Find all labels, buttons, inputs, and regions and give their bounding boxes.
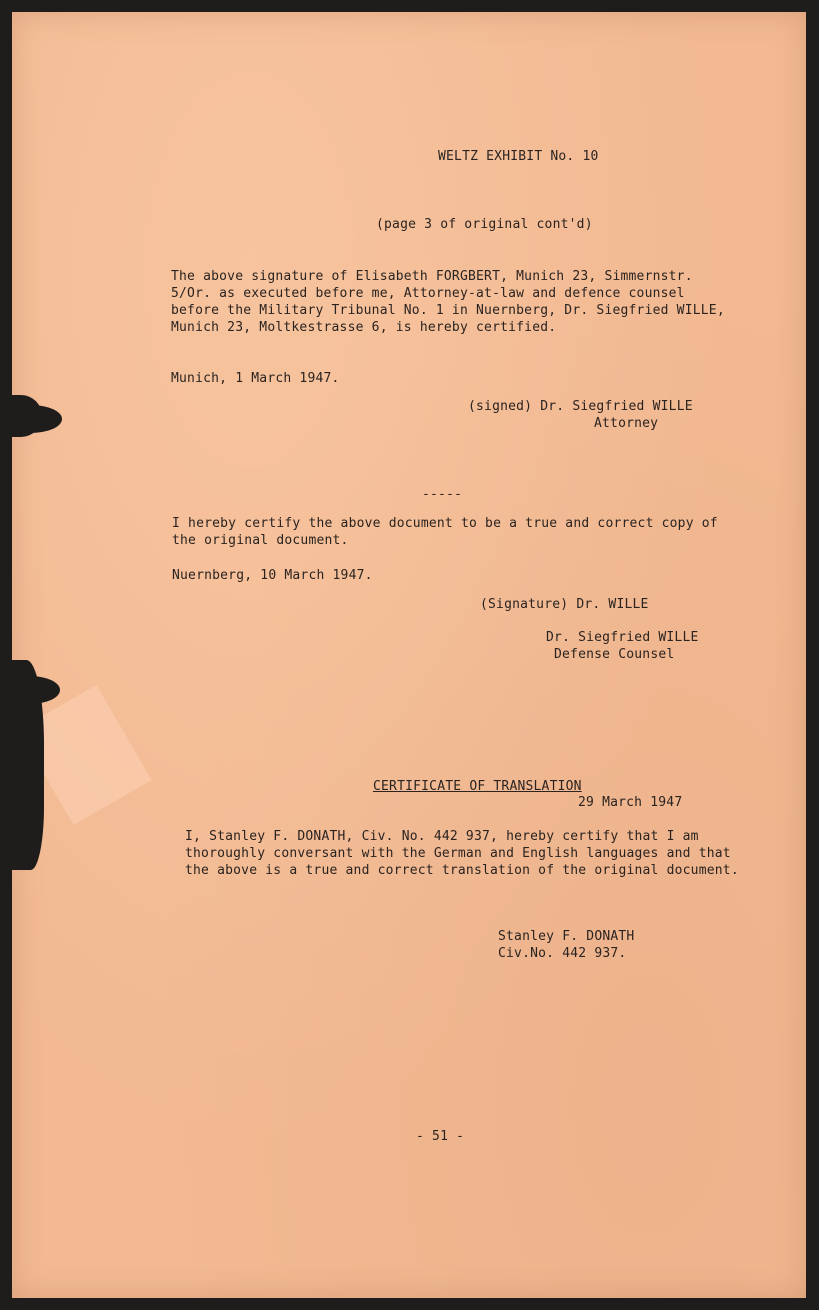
translation-date: 29 March 1947 — [578, 795, 683, 810]
certification-line: 5/Or. as executed before me, Attorney-at-law and defence counsel — [171, 286, 685, 301]
translation-line: I, Stanley F. DONATH, Civ. No. 442 937, hereby certify that I am — [185, 829, 699, 844]
certification-signed: (signed) Dr. Siegfried WILLE — [468, 399, 693, 414]
copy-signer-role: Defense Counsel — [554, 647, 675, 662]
copy-place-date: Nuernberg, 10 March 1947. — [172, 568, 373, 583]
translator-civ-number: Civ.No. 442 937. — [498, 946, 627, 961]
copy-signature: (Signature) Dr. WILLE — [480, 597, 649, 612]
ink-blot — [0, 405, 62, 433]
ink-blot — [0, 676, 60, 704]
certification-role: Attorney — [594, 416, 659, 431]
certification-line: before the Military Tribunal No. 1 in Nuernberg, Dr. Siegfried WILLE, — [171, 303, 725, 318]
certification-line: The above signature of Elisabeth FORGBERT, Munich 23, Simmernstr. — [171, 269, 693, 284]
continuation-note: (page 3 of original cont'd) — [376, 217, 593, 232]
copy-certification-paragraph — [172, 515, 718, 549]
document-page — [12, 12, 806, 1298]
translation-line: thoroughly conversant with the German and English languages and that — [185, 846, 731, 861]
translation-paragraph — [185, 828, 739, 879]
copy-certification-line: the original document. — [172, 533, 349, 548]
separator: ----- — [422, 487, 463, 502]
copy-signer-name: Dr. Siegfried WILLE — [546, 630, 699, 645]
copy-certification-line: I hereby certify the above document to be a true and correct copy of — [172, 516, 718, 531]
certification-place-date: Munich, 1 March 1947. — [171, 371, 340, 386]
exhibit-label: WELTZ EXHIBIT No. 10 — [438, 149, 599, 164]
certification-line: Munich 23, Moltkestrasse 6, is hereby certified. — [171, 320, 557, 335]
translation-line: the above is a true and correct translation of the original document. — [185, 863, 739, 878]
translation-title: CERTIFICATE OF TRANSLATION — [373, 779, 582, 794]
translator-name: Stanley F. DONATH — [498, 929, 635, 944]
certification-paragraph — [171, 268, 725, 336]
page-number: - 51 - — [416, 1129, 465, 1144]
